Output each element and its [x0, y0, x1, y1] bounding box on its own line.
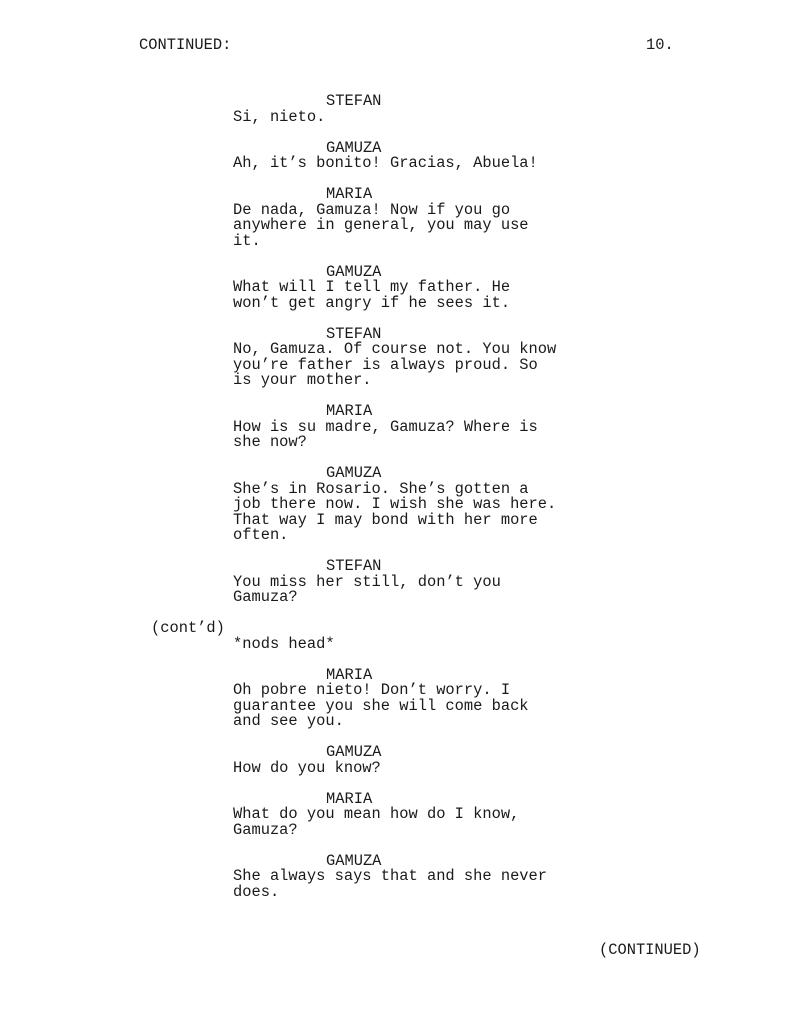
dialogue-line: Gamuza?	[233, 820, 298, 839]
character-name: MARIA	[326, 665, 373, 684]
character-name: GAMUZA	[326, 851, 382, 870]
character-name: MARIA	[326, 789, 373, 808]
dialogue-line: Ah, it’s bonito! Gracias, Abuela!	[233, 154, 538, 172]
dialogue-line: anywhere in general, you may use	[233, 216, 529, 234]
dialogue-line: How do you know?	[233, 758, 381, 777]
dialogue-line: No, Gamuza. Of course not. You know	[233, 340, 557, 358]
dialogue-line: Oh pobre nieto! Don’t worry. I	[233, 681, 511, 699]
character-name: STEFAN	[326, 557, 382, 575]
dialogue-line: is your mother.	[233, 371, 372, 389]
dialogue-line: it.	[233, 231, 261, 250]
dialogue-line: She’s in Rosario. She’s gotten a	[233, 479, 529, 498]
dialogue-line: Si, nieto.	[233, 107, 326, 126]
dialogue-line: she now?	[233, 433, 307, 451]
dialogue-line: You miss her still, don’t you	[233, 572, 501, 591]
character-name: MARIA	[326, 402, 373, 420]
dialogue-line: does.	[233, 882, 280, 901]
character-name: GAMUZA	[326, 262, 382, 281]
dialogue-line: guarantee you she will come back	[233, 696, 529, 715]
parenthetical: (cont’d)	[151, 619, 225, 637]
dialogue-line: How is su madre, Gamuza? Where is	[233, 417, 538, 436]
dialogue-line: That way I may bond with her more	[233, 510, 538, 529]
dialogue-line: often.	[233, 526, 289, 544]
dialogue-line: job there now. I wish she was here.	[233, 495, 557, 513]
continued-footer: (CONTINUED)	[599, 941, 701, 959]
character-name: GAMUZA	[326, 743, 382, 761]
character-name: MARIA	[326, 185, 373, 203]
page-number: 10.	[646, 36, 674, 54]
dialogue-line: What do you mean how do I know,	[233, 805, 520, 823]
action-line: *nods head*	[233, 634, 335, 653]
character-name: STEFAN	[326, 92, 382, 110]
character-name: GAMUZA	[326, 138, 382, 157]
dialogue-line: and see you.	[233, 712, 344, 730]
dialogue-line: What will I tell my father. He	[233, 278, 511, 296]
continued-header: CONTINUED:	[139, 36, 232, 54]
dialogue-line: you’re father is always proud. So	[233, 355, 538, 374]
character-name: STEFAN	[326, 324, 382, 343]
dialogue-line: Gamuza?	[233, 588, 298, 606]
dialogue-line: She always says that and she never	[233, 867, 548, 885]
character-name: GAMUZA	[326, 464, 382, 482]
dialogue-line: De nada, Gamuza! Now if you go	[233, 200, 511, 219]
dialogue-line: won’t get angry if he sees it.	[233, 293, 511, 312]
